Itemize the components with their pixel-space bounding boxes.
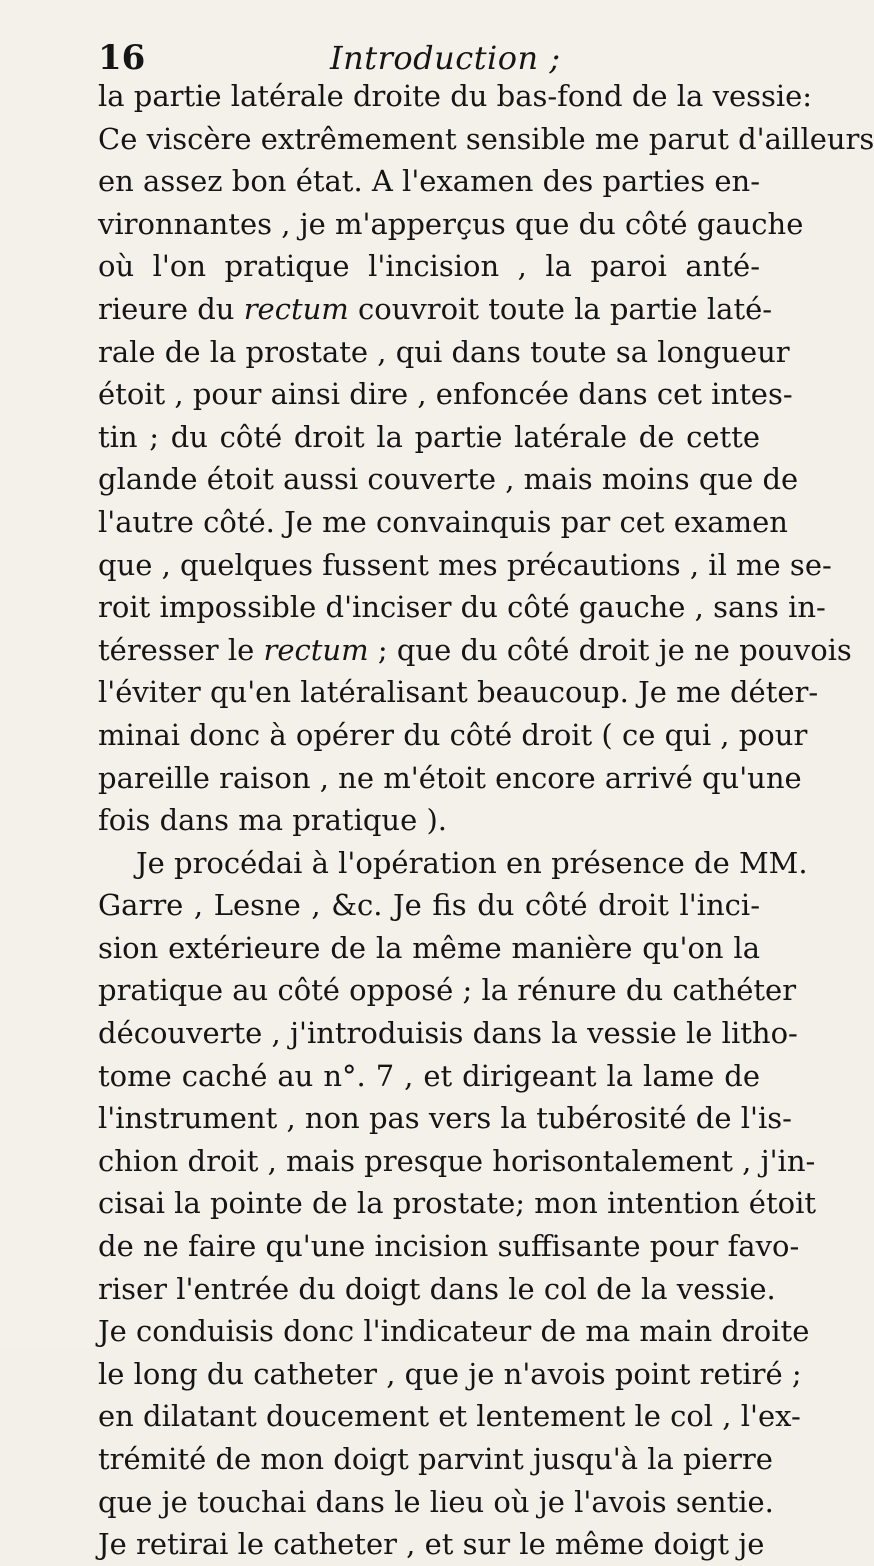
paragraph-end-line: fois dans ma pratique ). bbox=[98, 803, 448, 838]
text-line: tome caché au n°. 7 , et dirigeant la lame de bbox=[98, 1058, 760, 1093]
text-line: l'instrument , non pas vers la tubérosité de l'is- bbox=[98, 1101, 792, 1136]
text-segment: couvroit toute la partie laté- bbox=[348, 291, 773, 326]
text-line: trémité de mon doigt parvint jusqu'à la pierre bbox=[98, 1442, 773, 1476]
text-line: chion droit , mais presque horisontalement , j'in- bbox=[98, 1143, 816, 1178]
page-number: 16 bbox=[98, 38, 146, 78]
text-line: riser l'entrée du doigt dans le col de la vessie. bbox=[98, 1271, 776, 1306]
text-line: sion extérieure de la même manière qu'on la bbox=[98, 930, 760, 965]
text-line: vironnantes , je m'apperçus que du côté gauche bbox=[98, 206, 804, 241]
text-line: en dilatant doucement et lentement le col , l'ex- bbox=[98, 1399, 801, 1434]
text-line: découverte , j'introduisis dans la vessie le litho- bbox=[98, 1016, 798, 1051]
text-line: pratique au côté opposé ; la rénure du cathéter bbox=[98, 973, 797, 1008]
text-line-with-italic bbox=[98, 288, 773, 331]
text-segment: rieure du bbox=[98, 291, 244, 326]
text-line: où l'on pratique l'incision , la paroi anté- bbox=[98, 249, 760, 284]
text-line: tin ; du côté droit la partie latérale de cette bbox=[98, 419, 760, 454]
text-line: Garre , Lesne , &c. Je fis du côté droit l'inci- bbox=[98, 888, 760, 923]
text-line: la partie latérale droite du bas-fond de la vessie: bbox=[98, 79, 813, 113]
italic-term: rectum bbox=[243, 291, 349, 326]
text-segment: ; que du côté droit je ne pouvois bbox=[368, 632, 852, 667]
paragraph-start-line: Je procédai à l'opération en présence de MM. bbox=[136, 845, 808, 880]
text-line: que , quelques fussent mes précautions , il me se- bbox=[98, 547, 832, 582]
text-line: de ne faire qu'une incision suffisante pour favo- bbox=[98, 1229, 800, 1264]
italic-term: rectum bbox=[263, 632, 369, 667]
text-line: Ce viscère extrêmement sensible me parut d'ailleurs bbox=[98, 121, 874, 156]
text-line: l'éviter qu'en latéralisant beaucoup. Je me déter- bbox=[98, 675, 819, 710]
text-line: Je conduisis donc l'indicateur de ma main droite bbox=[98, 1314, 810, 1349]
text-line: le long du catheter , que je n'avois point retiré ; bbox=[98, 1356, 802, 1391]
text-line: en assez bon état. A l'examen des parties en- bbox=[98, 164, 761, 199]
text-line: étoit , pour ainsi dire , enfoncée dans cet intes- bbox=[98, 377, 793, 412]
running-title: Introduction ; bbox=[330, 39, 561, 77]
page-header bbox=[98, 38, 762, 78]
text-line: que je touchai dans le lieu où je l'avois sentie. bbox=[98, 1484, 774, 1519]
text-segment: téresser le bbox=[98, 632, 264, 667]
text-line: roit impossible d'inciser du côté gauche , sans in- bbox=[98, 590, 826, 625]
text-line: minai donc à opérer du côté droit ( ce qui , pour bbox=[98, 717, 808, 752]
text-line: glande étoit aussi couverte , mais moins que de bbox=[98, 462, 799, 497]
text-line: cisai la pointe de la prostate; mon intention étoit bbox=[98, 1186, 817, 1221]
body-text bbox=[98, 75, 874, 1566]
text-line-with-italic bbox=[98, 629, 852, 672]
text-line: rale de la prostate , qui dans toute sa longueur bbox=[98, 334, 790, 369]
text-line: pareille raison , ne m'étoit encore arrivé qu'une bbox=[98, 760, 802, 795]
text-line: l'autre côté. Je me convainquis par cet examen bbox=[98, 504, 788, 539]
text-line: Je retirai le catheter , et sur le même doigt je bbox=[98, 1527, 765, 1562]
